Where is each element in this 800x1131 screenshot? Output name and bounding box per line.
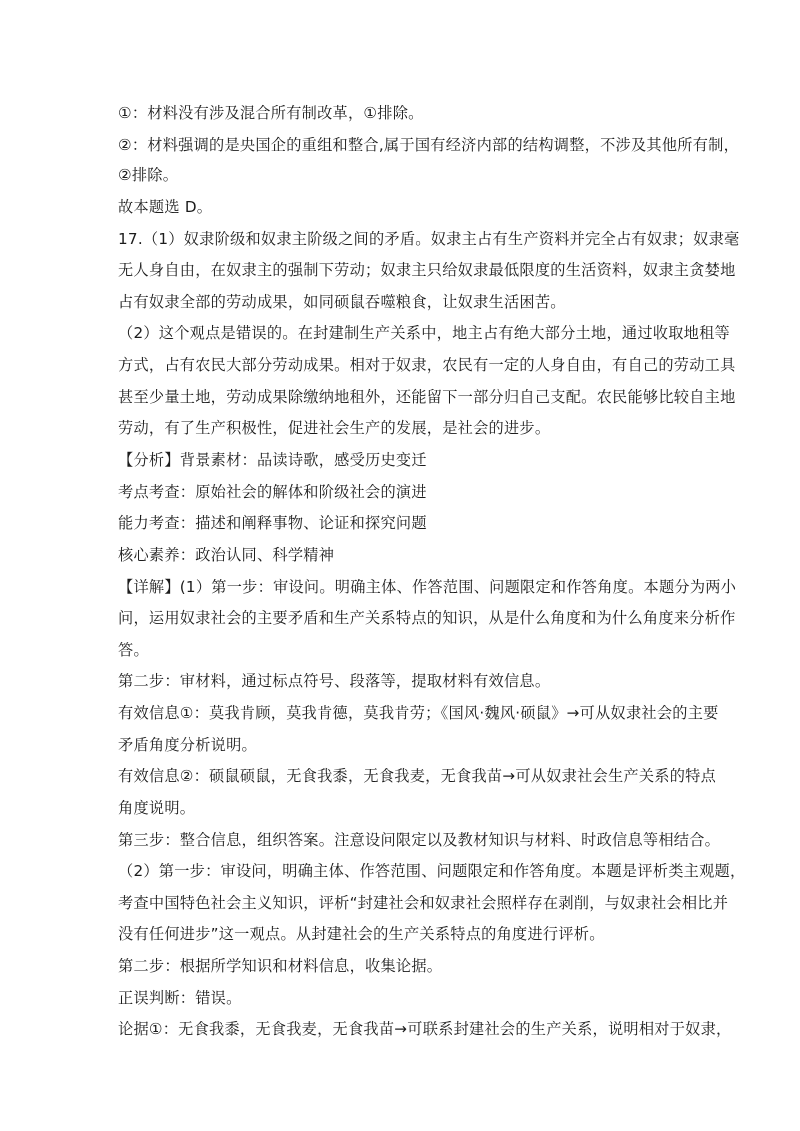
text-line: 故本题选 D。: [118, 198, 213, 216]
text-line: 无人身自由，在奴隶主的强制下劳动；奴隶主只给奴隶最低限度的生活资料，奴隶主贪婪地: [118, 261, 736, 279]
text-line: 正误判断：错误。: [118, 989, 242, 1007]
text-line: 方式，占有农民大部分劳动成果。相对于奴隶，农民有一定的人身自由，有自己的劳动工具: [118, 356, 736, 374]
text-line: 有效信息①：莫我肯顾，莫我肯德，莫我肯劳；《国风·魏风·硕鼠》→可从奴隶社会的主要: [118, 704, 719, 722]
answer-17-part2: （2）这个观点是错误的。在封建制生产关系中，地主占有绝大部分土地，通过收取地租等: [118, 324, 730, 342]
text-line: 考点考查：原始社会的解体和阶级社会的演进: [118, 483, 427, 501]
analysis-heading: 【分析】背景素材：品读诗歌，感受历史变迁: [118, 451, 427, 469]
text-line: ②排除。: [118, 166, 179, 184]
text-line: ②：材料强调的是央国企的重组和整合,属于国有经济内部的结构调整，不涉及其他所有制，: [118, 136, 740, 154]
text-line: 第三步：整合信息，组织答案。注意设问限定以及教材知识与材料、时政信息等相结合。: [118, 831, 721, 849]
text-line: 第二步：审材料，通过标点符号、段落等，提取材料有效信息。: [118, 672, 551, 690]
text-line: 矛盾角度分析说明。: [118, 736, 257, 754]
text-line: 角度说明。: [118, 799, 196, 817]
detail-heading: 【详解】(1）第一步：审设问。明确主体、作答范围、问题限定和作答角度。本题分为两小: [118, 578, 737, 596]
text-line: 甚至少量土地，劳动成果除缴纳地租外，还能留下一部分归自己支配。农民能够比较自主地: [118, 388, 736, 406]
text-line: 没有任何进步”这一观点。从封建社会的生产关系特点的角度进行评析。: [118, 925, 605, 943]
text-line: 有效信息②：硕鼠硕鼠，无食我黍，无食我麦，无食我苗→可从奴隶社会生产关系的特点: [118, 767, 717, 785]
text-line: （2）第一步：审设问，明确主体、作答范围、问题限定和作答角度。本题是评析类主观题，: [118, 862, 746, 880]
text-line: 第二步：根据所学知识和材料信息，收集论据。: [118, 957, 443, 975]
text-line: 问，运用奴隶社会的主要矛盾和生产关系特点的知识，从是什么角度和为什么角度来分析作: [118, 609, 736, 627]
text-line: 能力考查：描述和阐释事物、论证和探究问题: [118, 514, 427, 532]
text-line: 考查中国特色社会主义知识，评析“封建社会和奴隶社会照样存在剥削，与奴隶社会相比并: [118, 894, 729, 912]
text-line: ①：材料没有涉及混合所有制改革，①排除。: [118, 104, 424, 122]
text-line: 占有奴隶全部的劳动成果，如同硕鼠吞噬粮食，让奴隶生活困苦。: [118, 293, 566, 311]
answer-17-part1: 17.（1）奴隶阶级和奴隶主阶级之间的矛盾。奴隶主占有生产资料并完全占有奴隶；奴隶毫: [118, 230, 740, 248]
text-line: 劳动，有了生产积极性，促进社会生产的发展，是社会的进步。: [118, 419, 551, 437]
text-line: 答。: [118, 641, 149, 659]
text-line: 论据①：无食我黍，无食我麦，无食我苗→可联系封建社会的生产关系，说明相对于奴隶，: [118, 1020, 732, 1038]
text-line: 核心素养：政治认同、科学精神: [118, 546, 335, 564]
